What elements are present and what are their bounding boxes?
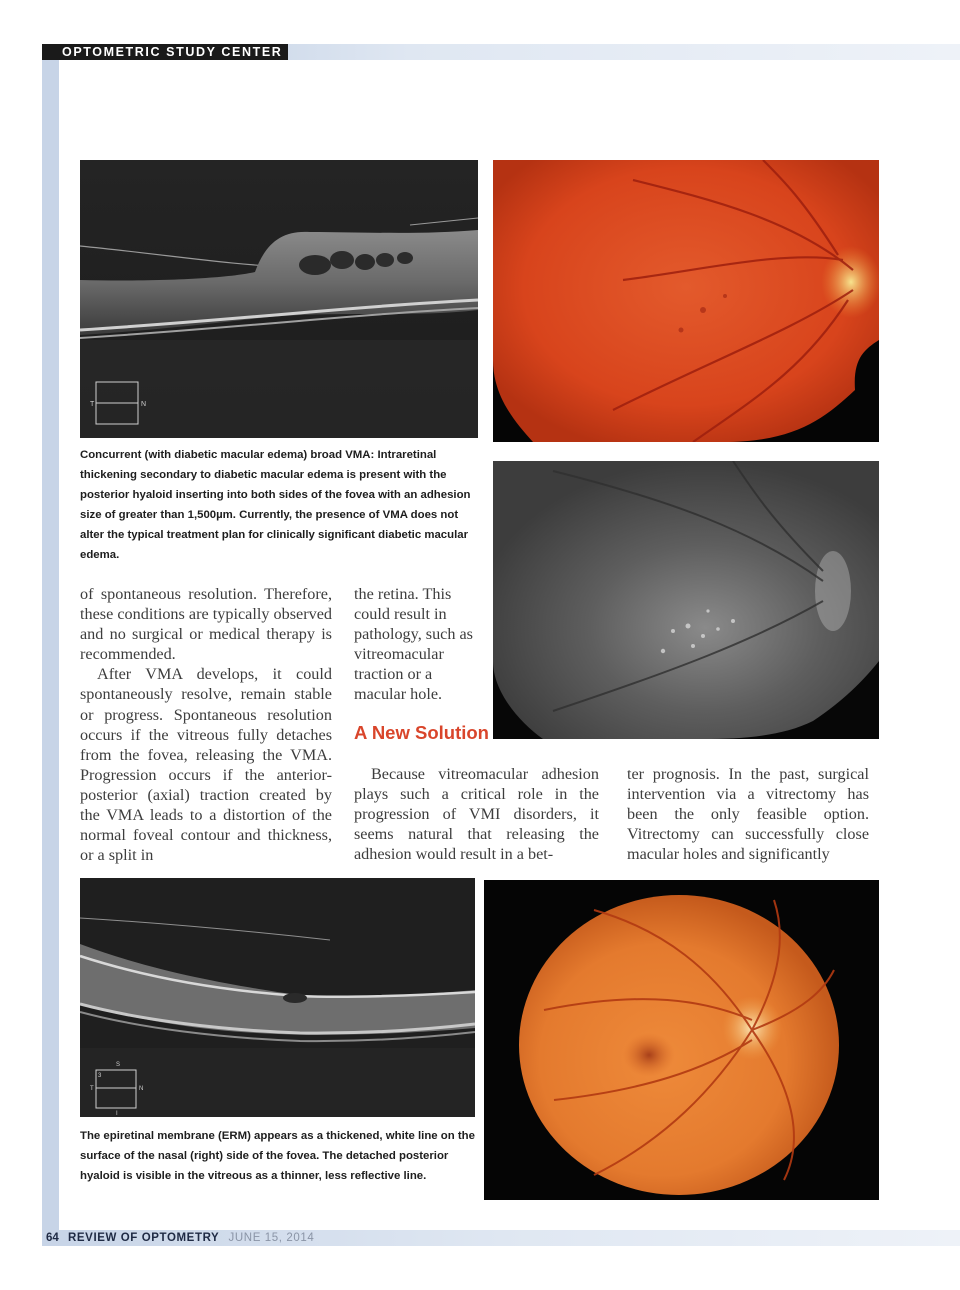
magazine-title: REVIEW OF OPTOMETRY	[68, 1232, 220, 1244]
fluorescein-angiogram-image	[493, 461, 879, 739]
fundus-photo-color-2	[484, 880, 879, 1200]
section-label: OPTOMETRIC STUDY CENTER	[42, 44, 288, 60]
col2-paragraph-1: the retina. This could result in pathology, such as vitreomacular traction or a macular hole.	[354, 585, 473, 704]
oct2-nasal-label: N	[139, 1086, 144, 1092]
article-column-3	[627, 764, 869, 864]
page-side-rule	[42, 60, 59, 1230]
article-column-2-lower	[354, 764, 599, 864]
fundus-photo-color-1	[493, 160, 879, 442]
subhead-a-new-solution: A New Solution	[354, 722, 489, 743]
oct-scan-image-1	[80, 160, 478, 438]
page-number: 64	[46, 1232, 59, 1244]
footer	[46, 1230, 314, 1246]
oct1-nasal-label: N	[141, 401, 147, 408]
oct-scan-image-2	[80, 878, 475, 1117]
oct2-inferior-label: I	[116, 1111, 118, 1117]
col1-paragraph-2: After VMA develops, it could spontaneously resolve, remain stable or progress. Spontaneous resolution occurs if the vitreous fully detaches from the fovea, releasing the VMA. Progression occurs if the anterior-posterior (axial) traction created by the VMA leads to a distortion of the normal foveal contour and thickness, or a split in	[80, 665, 332, 865]
oct2-temporal-label: T	[90, 1086, 94, 1092]
figure1-caption: Concurrent (with diabetic macular edema) broad VMA: Intraretinal thickening secondary to diabetic macular edema is present with the posterior hyaloid inserting into both sides of the fovea with an adhesion size of greater than 1,500µm. Currently, the presence of VMA does not alter the typical treatment plan for clinically significant diabetic macular edema.	[80, 449, 471, 561]
article-column-1	[80, 584, 332, 865]
oct2-scan-label: 3	[98, 1073, 102, 1079]
col2-paragraph-2: Because vitreomacular adhesion plays such a critical role in the progression of VMI disorders, it seems natural that releasing the adhesion would result in a bet-	[354, 765, 599, 864]
subhead-box	[354, 723, 514, 743]
issue-date: JUNE 15, 2014	[228, 1232, 315, 1244]
figure2-caption: The epiretinal membrane (ERM) appears as a thickened, white line on the surface of the nasal (right) side of the fovea. The detached posterior hyaloid is visible in the vitreous as a thinner, less reflective line.	[80, 1130, 475, 1182]
figure2-caption-box	[80, 1126, 476, 1186]
figure1-caption-box	[80, 445, 480, 565]
col3-paragraph-1: ter prognosis. In the past, surgical intervention via a vitrectomy has been the only feasible option. Vitrectomy can successfully close macular holes and significantly	[627, 765, 869, 864]
oct2-superior-label: S	[116, 1062, 121, 1068]
col1-paragraph-1: of spontaneous resolution. Therefore, these conditions are typically observed and no surgical or medical therapy is recommended.	[80, 585, 332, 664]
article-column-2	[354, 584, 474, 705]
oct1-temporal-label: T	[90, 401, 95, 408]
